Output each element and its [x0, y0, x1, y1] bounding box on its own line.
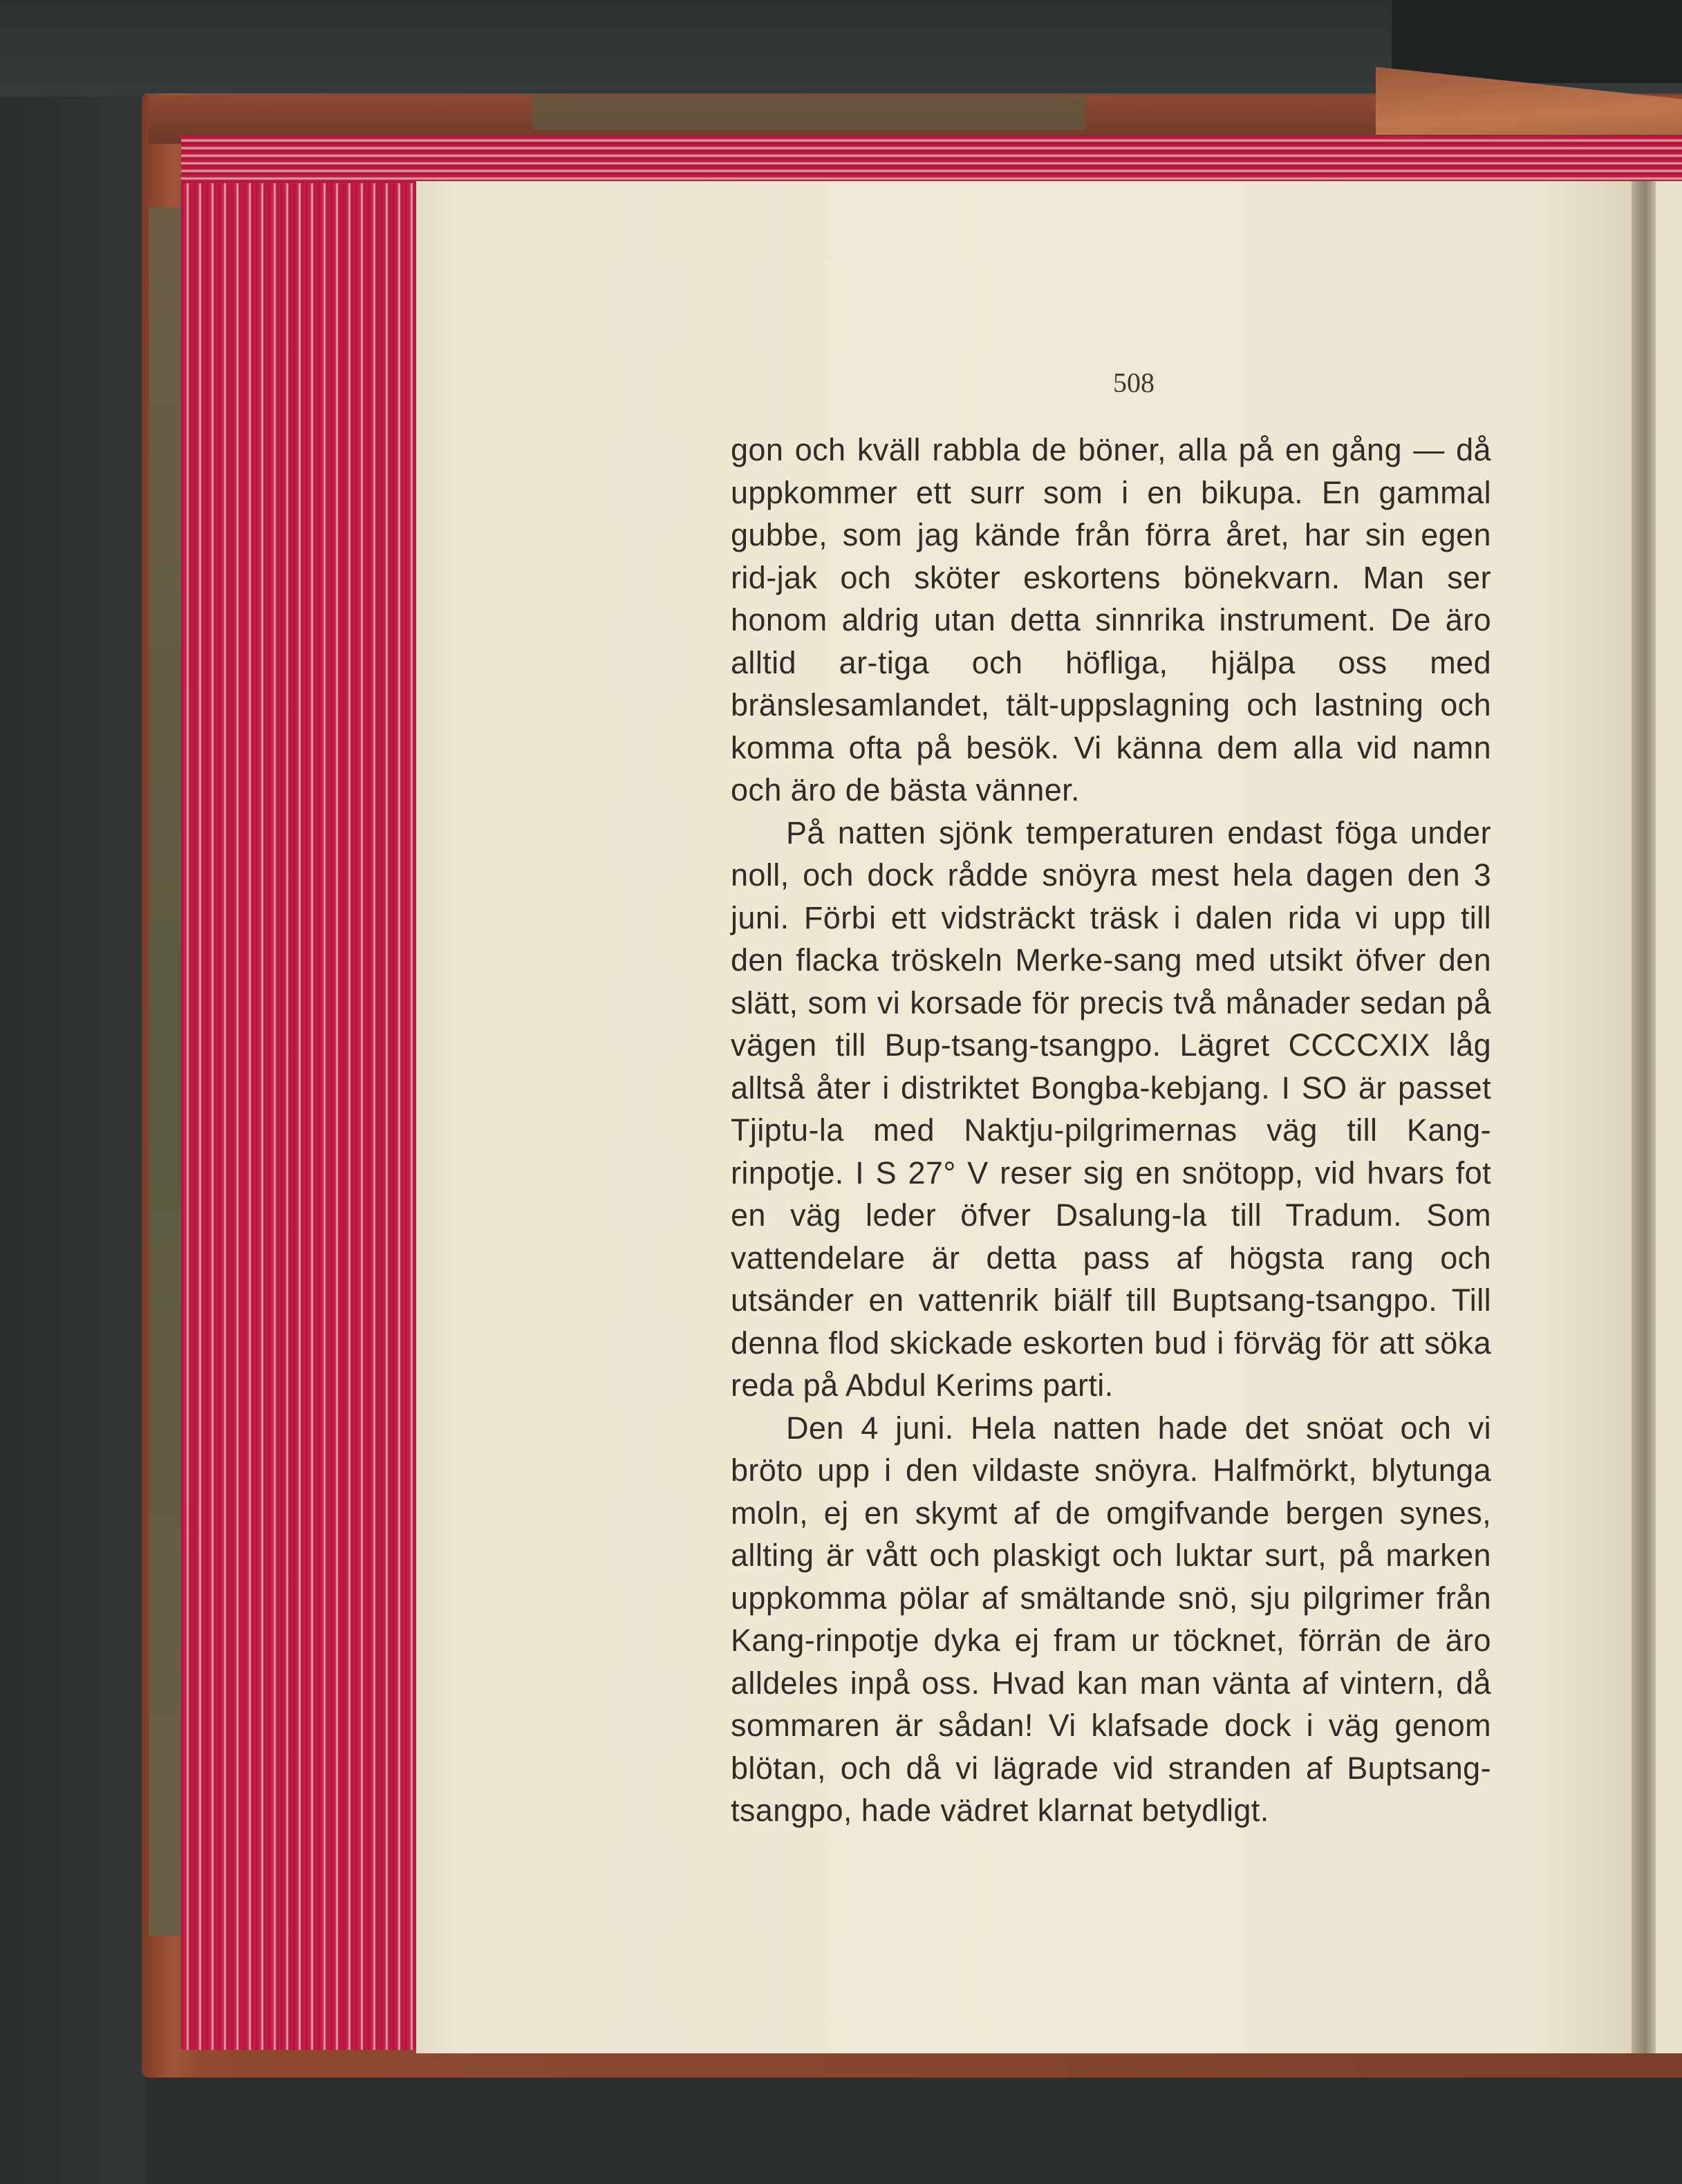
background-right [1392, 0, 1682, 83]
page-gutter [1632, 181, 1659, 2053]
background-left [0, 0, 145, 2184]
facing-page [1656, 181, 1682, 2053]
page-edges-top [181, 135, 1682, 183]
book-cover-strip [149, 207, 183, 1936]
page-number: 508 [1113, 367, 1155, 398]
paragraph-3: Den 4 juni. Hela natten hade det snöat och vi bröto upp i den vildaste snöyra. Halfmörkt, blytunga moln, ej en skymt af de omgifvande bergen synes, allting är vått och plaskigt och luktar surt, på marken uppkomma pölar af smältande snö, sju pilgrimer från Kang-rinpotje dyka ej fram ur töcknet, förrän de äro alldeles inpå oss. Hvad kan man vänta af vintern, då sommaren är sådan! Vi klafsade dock i väg genom blötan, och då vi lägrade vid stranden af Buptsang-tsangpo, hade vädret klarnat betydligt. [731, 1410, 1491, 1828]
paragraph-1: gon och kväll rabbla de böner, alla på en gång — då uppkommer ett surr som i en bikupa. En gammal gubbe, som jag kände från förra året, har sin egen rid-jak och sköter eskortens bönekvarn. Man ser honom aldrig utan detta sinnrika instrument. De äro alltid ar-tiga och höfliga, hjälpa oss med bränslesamlandet, tält-uppslagning och lastning och komma ofta på besök. Vi känna dem alla vid namn och äro de bästa vänner. [731, 432, 1491, 808]
page-text [731, 429, 1491, 1832]
paragraph-2: På natten sjönk temperaturen endast föga under noll, och dock rådde snöyra mest hela dagen den 3 juni. Förbi ett vidsträckt träsk i dalen rida vi upp till den flacka tröskeln Merke-sang med utsikt öfver den slätt, som vi korsade för precis två månader sedan på vägen till Bup-tsang-tsangpo. Lägret CCCCXIX låg alltså åter i distriktet Bongba-kebjang. I SO är passet Tjiptu-la med Naktju-pilgrimernas väg till Kang-rinpotje. I S 27° V reser sig en snötopp, vid hvars fot en väg leder öfver Dsalung-la till Tradum. Som vattendelare är detta pass af högsta rang och utsänder en vattenrik biälf till Buptsang-tsangpo. Till denna flod skickade eskorten bud i förväg för att söka reda på Abdul Kerims parti. [731, 814, 1491, 1403]
book-cover-band [532, 95, 1085, 130]
page-edges [181, 135, 430, 2050]
